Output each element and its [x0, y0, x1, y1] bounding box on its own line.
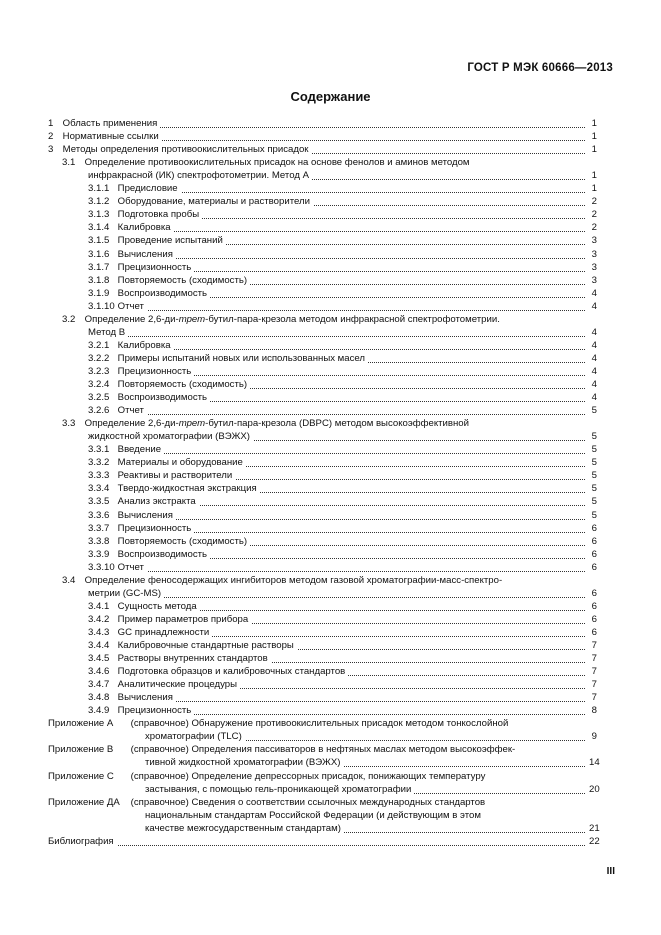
- toc-entry-number: 3.2.5: [88, 392, 110, 403]
- toc-entry-number: 3.1.5: [88, 235, 110, 246]
- toc-entry-page: 5: [587, 404, 597, 417]
- toc-entry-page: 22: [589, 836, 600, 847]
- toc-entry-continuation: национальным стандартам Российской Федерации (и действующим в этом: [145, 810, 481, 821]
- toc-entry-number: 3.1.2: [88, 196, 110, 207]
- toc-entry-number: 3.3.10: [88, 562, 115, 573]
- toc-entry-page: 20: [589, 784, 600, 795]
- toc-entry-title: 3.4.2 Пример параметров прибора: [88, 614, 251, 625]
- toc-entry-title: 3.4.6 Подготовка образцов и калибровочных стандартов: [88, 666, 348, 677]
- toc-entry-title: 3.1 Определение противоокислительных присадок на основе фенолов и аминов методом: [62, 157, 470, 168]
- toc-entry-page: 7: [587, 665, 597, 678]
- toc-entry-number: 3.2: [62, 314, 76, 325]
- toc-entry-number: 3.2.6: [88, 405, 110, 416]
- toc-entry-continuation: хроматографии (TLC): [145, 731, 245, 742]
- toc-entry-number: Приложение В: [48, 744, 114, 755]
- page-number: III: [606, 866, 615, 877]
- toc-entry-continuation: застывания, с помощью гель-проникающей хроматографии: [145, 784, 414, 795]
- toc-entry-number: Приложение А: [48, 718, 114, 729]
- toc-entry-title: 3.4.4 Калибровочные стандартные растворы: [88, 640, 297, 651]
- toc-entry-number: 2: [48, 131, 54, 142]
- toc-entry-title: 3.4.9 Прецизионность: [88, 705, 194, 716]
- toc-entry-title: 3.3.6 Вычисления: [88, 510, 176, 521]
- toc-entry-number: 3: [48, 144, 54, 155]
- toc-entry-title: 3.3.1 Введение: [88, 444, 164, 455]
- toc-entry-title: 3.1.6 Вычисления: [88, 249, 176, 260]
- toc-entry-continuation: тивной жидкостной хроматографии (ВЭЖХ): [145, 757, 343, 768]
- toc-entry-page: 6: [587, 548, 597, 561]
- toc-entry-title: 3.2.3 Прецизионность: [88, 366, 194, 377]
- toc-entry-title: 3.2.6 Отчет: [88, 405, 147, 416]
- toc-entry-page: 6: [587, 561, 597, 574]
- toc-entry-page: 14: [589, 757, 600, 768]
- toc-entry-title: 3.1.1 Предисловие: [88, 183, 181, 194]
- toc-entry-page: 3: [587, 248, 597, 261]
- toc-entry-number: 3.3.2: [88, 457, 110, 468]
- toc-entry-page: 7: [587, 652, 597, 665]
- toc-entry-page: 4: [587, 287, 597, 300]
- toc-entry-title: 3.3.5 Анализ экстракта: [88, 496, 199, 507]
- toc-entry-page: 7: [587, 691, 597, 704]
- toc-entry-page: 6: [587, 613, 597, 626]
- toc-entry-number: 3.4.4: [88, 640, 110, 651]
- toc-entry-page: 6: [587, 626, 597, 639]
- toc-entry-page: 7: [587, 639, 597, 652]
- toc-entry-title: 3.2 Определение 2,6-ди-трет-бутил-пара-крезола методом инфракрасной спектрофотометрии.: [62, 314, 500, 325]
- toc-entry-title: 1 Область применения: [48, 118, 160, 129]
- toc-entry-page: 4: [587, 365, 597, 378]
- toc-entry-number: 3.1.4: [88, 222, 110, 233]
- toc-entry-number: 3.1.1: [88, 183, 110, 194]
- toc-entry-title: 3.1.7 Прецизионность: [88, 262, 194, 273]
- toc-entry-number: 3.3.6: [88, 510, 110, 521]
- toc-entry-number: 3.1: [62, 157, 76, 168]
- toc-entry-page: 5: [587, 443, 597, 456]
- toc-entry-number: 3.2.1: [88, 340, 110, 351]
- toc-entry-page: 4: [587, 378, 597, 391]
- toc-entry-page: 3: [587, 234, 597, 247]
- toc-entry-title: 3.2.5 Воспроизводимость: [88, 392, 210, 403]
- toc-entry-title: 3.3.2 Материалы и оборудование: [88, 457, 246, 468]
- toc-entry-page: 3: [587, 261, 597, 274]
- toc-entry-title: 3.3.4 Твердо-жидкостная экстракция: [88, 483, 260, 494]
- toc-entry-number: 3.4.8: [88, 692, 110, 703]
- toc-entry-title: 3.2.1 Калибровка: [88, 340, 174, 351]
- toc-entry-number: 3.2.3: [88, 366, 110, 377]
- toc-entry-title: 3.4 Определение феносодержащих ингибиторов методом газовой хроматографии-масс-спектро-: [62, 575, 503, 586]
- toc-entry-title: 3.3.7 Прецизионность: [88, 523, 194, 534]
- toc-entry-page: 1: [587, 169, 597, 182]
- toc-entry-page: 1: [587, 117, 597, 130]
- toc-entry-number: Приложение С: [48, 771, 114, 782]
- toc-entry-page: 2: [587, 208, 597, 221]
- toc-entry-number: 3.2.2: [88, 353, 110, 364]
- toc-entry-title: 3.1.2 Оборудование, материалы и растворители: [88, 196, 313, 207]
- toc-entry-number: 3.1.10: [88, 301, 115, 312]
- toc-entry-title: Приложение В (справочное) Определения пассиваторов в нефтяных маслах методом высокоэффек-: [48, 744, 516, 755]
- toc-entry-title: 3.3 Определение 2,6-ди-трет-бутил-пара-крезола (DBPC) методом высокоэффективной: [62, 418, 469, 429]
- toc-entry-title: 3.1.9 Воспроизводимость: [88, 288, 210, 299]
- toc-entry-title: 3.4.5 Растворы внутренних стандартов: [88, 653, 271, 664]
- toc-entry-page: 9: [587, 730, 597, 743]
- toc-entry-number: 3.1.3: [88, 209, 110, 220]
- toc-entry-title: 3.2.4 Повторяемость (сходимость): [88, 379, 250, 390]
- toc-entry-number: 3.3.7: [88, 523, 110, 534]
- toc-entry-title: 3.4.1 Сущность метода: [88, 601, 200, 612]
- toc-entry-page: 6: [587, 535, 597, 548]
- toc-entry-number: 3.4.6: [88, 666, 110, 677]
- toc-entry-number: 3.1.8: [88, 275, 110, 286]
- toc-entry-number: 3.4.9: [88, 705, 110, 716]
- dot-leader: [88, 336, 585, 337]
- toc-entry-title: Библиография: [48, 836, 117, 847]
- toc-entry-title: 3 Методы определения противоокислительных присадок: [48, 144, 312, 155]
- toc-entry-page: 5: [587, 469, 597, 482]
- running-header: ГОСТ Р МЭК 60666—2013: [467, 62, 613, 74]
- toc-entry-title: Приложение С (справочное) Определение депрессорных присадок, понижающих температуру: [48, 771, 486, 782]
- toc-entry-title: 3.3.10 Отчет: [88, 562, 147, 573]
- toc-entry-title: 3.2.2 Примеры испытаний новых или использованных масел: [88, 353, 368, 364]
- toc-entry-number: Приложение ДА: [48, 797, 120, 808]
- toc-entry-page: 21: [589, 823, 600, 834]
- toc-entry-page: 4: [587, 326, 597, 339]
- toc-entry-page: 4: [587, 339, 597, 352]
- toc-entry-page: 6: [587, 600, 597, 613]
- toc-entry-page: 4: [587, 300, 597, 313]
- toc-entry-page: 5: [587, 509, 597, 522]
- toc-entry-number: 3.1.9: [88, 288, 110, 299]
- toc-entry-page: 7: [587, 678, 597, 691]
- toc-entry-number: 3.3.3: [88, 470, 110, 481]
- toc-entry-page: 2: [587, 195, 597, 208]
- toc-entry-page: 3: [587, 274, 597, 287]
- toc-entry-title: Приложение ДА (справочное) Сведения о соответствии ссылочных международных стандартов: [48, 797, 486, 808]
- toc-entry-continuation: жидкостной хроматографии (ВЭЖХ): [88, 431, 253, 442]
- dot-leader: [88, 571, 585, 572]
- toc-entry-continuation: метрии (GC-MS): [88, 588, 164, 599]
- toc-entry-title: 3.1.4 Калибровка: [88, 222, 174, 233]
- toc-entry-continuation: качестве межгосударственным стандартам): [145, 823, 344, 834]
- toc-entry-title: 3.1.8 Повторяемость (сходимость): [88, 275, 250, 286]
- toc-entry-page: 6: [587, 522, 597, 535]
- toc-entry-number: 3.3: [62, 418, 76, 429]
- toc-entry-page: 1: [587, 182, 597, 195]
- toc-entry-page: 4: [587, 391, 597, 404]
- toc-entry-title: 2 Нормативные ссылки: [48, 131, 162, 142]
- toc-entry-title: Приложение А (справочное) Обнаружение противоокислительных присадок методом тонкослойной: [48, 718, 509, 729]
- toc-entry-number: 3.4.5: [88, 653, 110, 664]
- toc-entry-number: 3.4.2: [88, 614, 110, 625]
- toc-entry-page: 5: [587, 482, 597, 495]
- toc-entry-number: 3.3.1: [88, 444, 110, 455]
- dot-leader: [48, 845, 585, 846]
- page-title: Содержание: [290, 89, 371, 104]
- toc-entry-page: 1: [587, 130, 597, 143]
- toc-entry-title: 3.4.7 Аналитические процедуры: [88, 679, 240, 690]
- toc-entry-page: 5: [587, 430, 597, 443]
- toc-entry-title: 3.3.9 Воспроизводимость: [88, 549, 210, 560]
- toc-entry-number: 3.3.5: [88, 496, 110, 507]
- toc-entry-title: 3.1.10 Отчет: [88, 301, 147, 312]
- toc-entry-page: 4: [587, 352, 597, 365]
- toc-entry-title: 3.3.3 Реактивы и растворители: [88, 470, 235, 481]
- toc-entry-page: 5: [587, 495, 597, 508]
- toc-entry-continuation: инфракрасной (ИК) спектрофотометрии. Метод А: [88, 170, 312, 181]
- toc-entry-number: 3.4: [62, 575, 76, 586]
- toc-entry-title: 3.1.3 Подготовка пробы: [88, 209, 202, 220]
- toc-entry-title: 3.4.3 GC принадлежности: [88, 627, 212, 638]
- toc-entry-number: 3.1.6: [88, 249, 110, 260]
- toc-entry-number: 3.3.8: [88, 536, 110, 547]
- toc-entry-number: 3.1.7: [88, 262, 110, 273]
- toc-entry-number: 3.2.4: [88, 379, 110, 390]
- dot-leader: [88, 310, 585, 311]
- toc-entry-number: 1: [48, 118, 54, 129]
- toc-entry-number: 3.4.3: [88, 627, 110, 638]
- toc-entry-number: 3.4.1: [88, 601, 110, 612]
- toc-entry-page: 8: [587, 704, 597, 717]
- toc-entry-continuation: Метод В: [88, 327, 128, 338]
- toc-entry-page: 6: [587, 587, 597, 600]
- toc-entry-title: 3.3.8 Повторяемость (сходимость): [88, 536, 250, 547]
- toc-entry-page: 1: [587, 143, 597, 156]
- toc-entry-title: 3.1.5 Проведение испытаний: [88, 235, 226, 246]
- toc-entry-page: 5: [587, 456, 597, 469]
- toc-entry-page: 2: [587, 221, 597, 234]
- toc-entry-title: 3.4.8 Вычисления: [88, 692, 176, 703]
- toc-entry-number: 3.3.4: [88, 483, 110, 494]
- dot-leader: [88, 414, 585, 415]
- toc-entry-number: 3.4.7: [88, 679, 110, 690]
- toc-entry-number: 3.3.9: [88, 549, 110, 560]
